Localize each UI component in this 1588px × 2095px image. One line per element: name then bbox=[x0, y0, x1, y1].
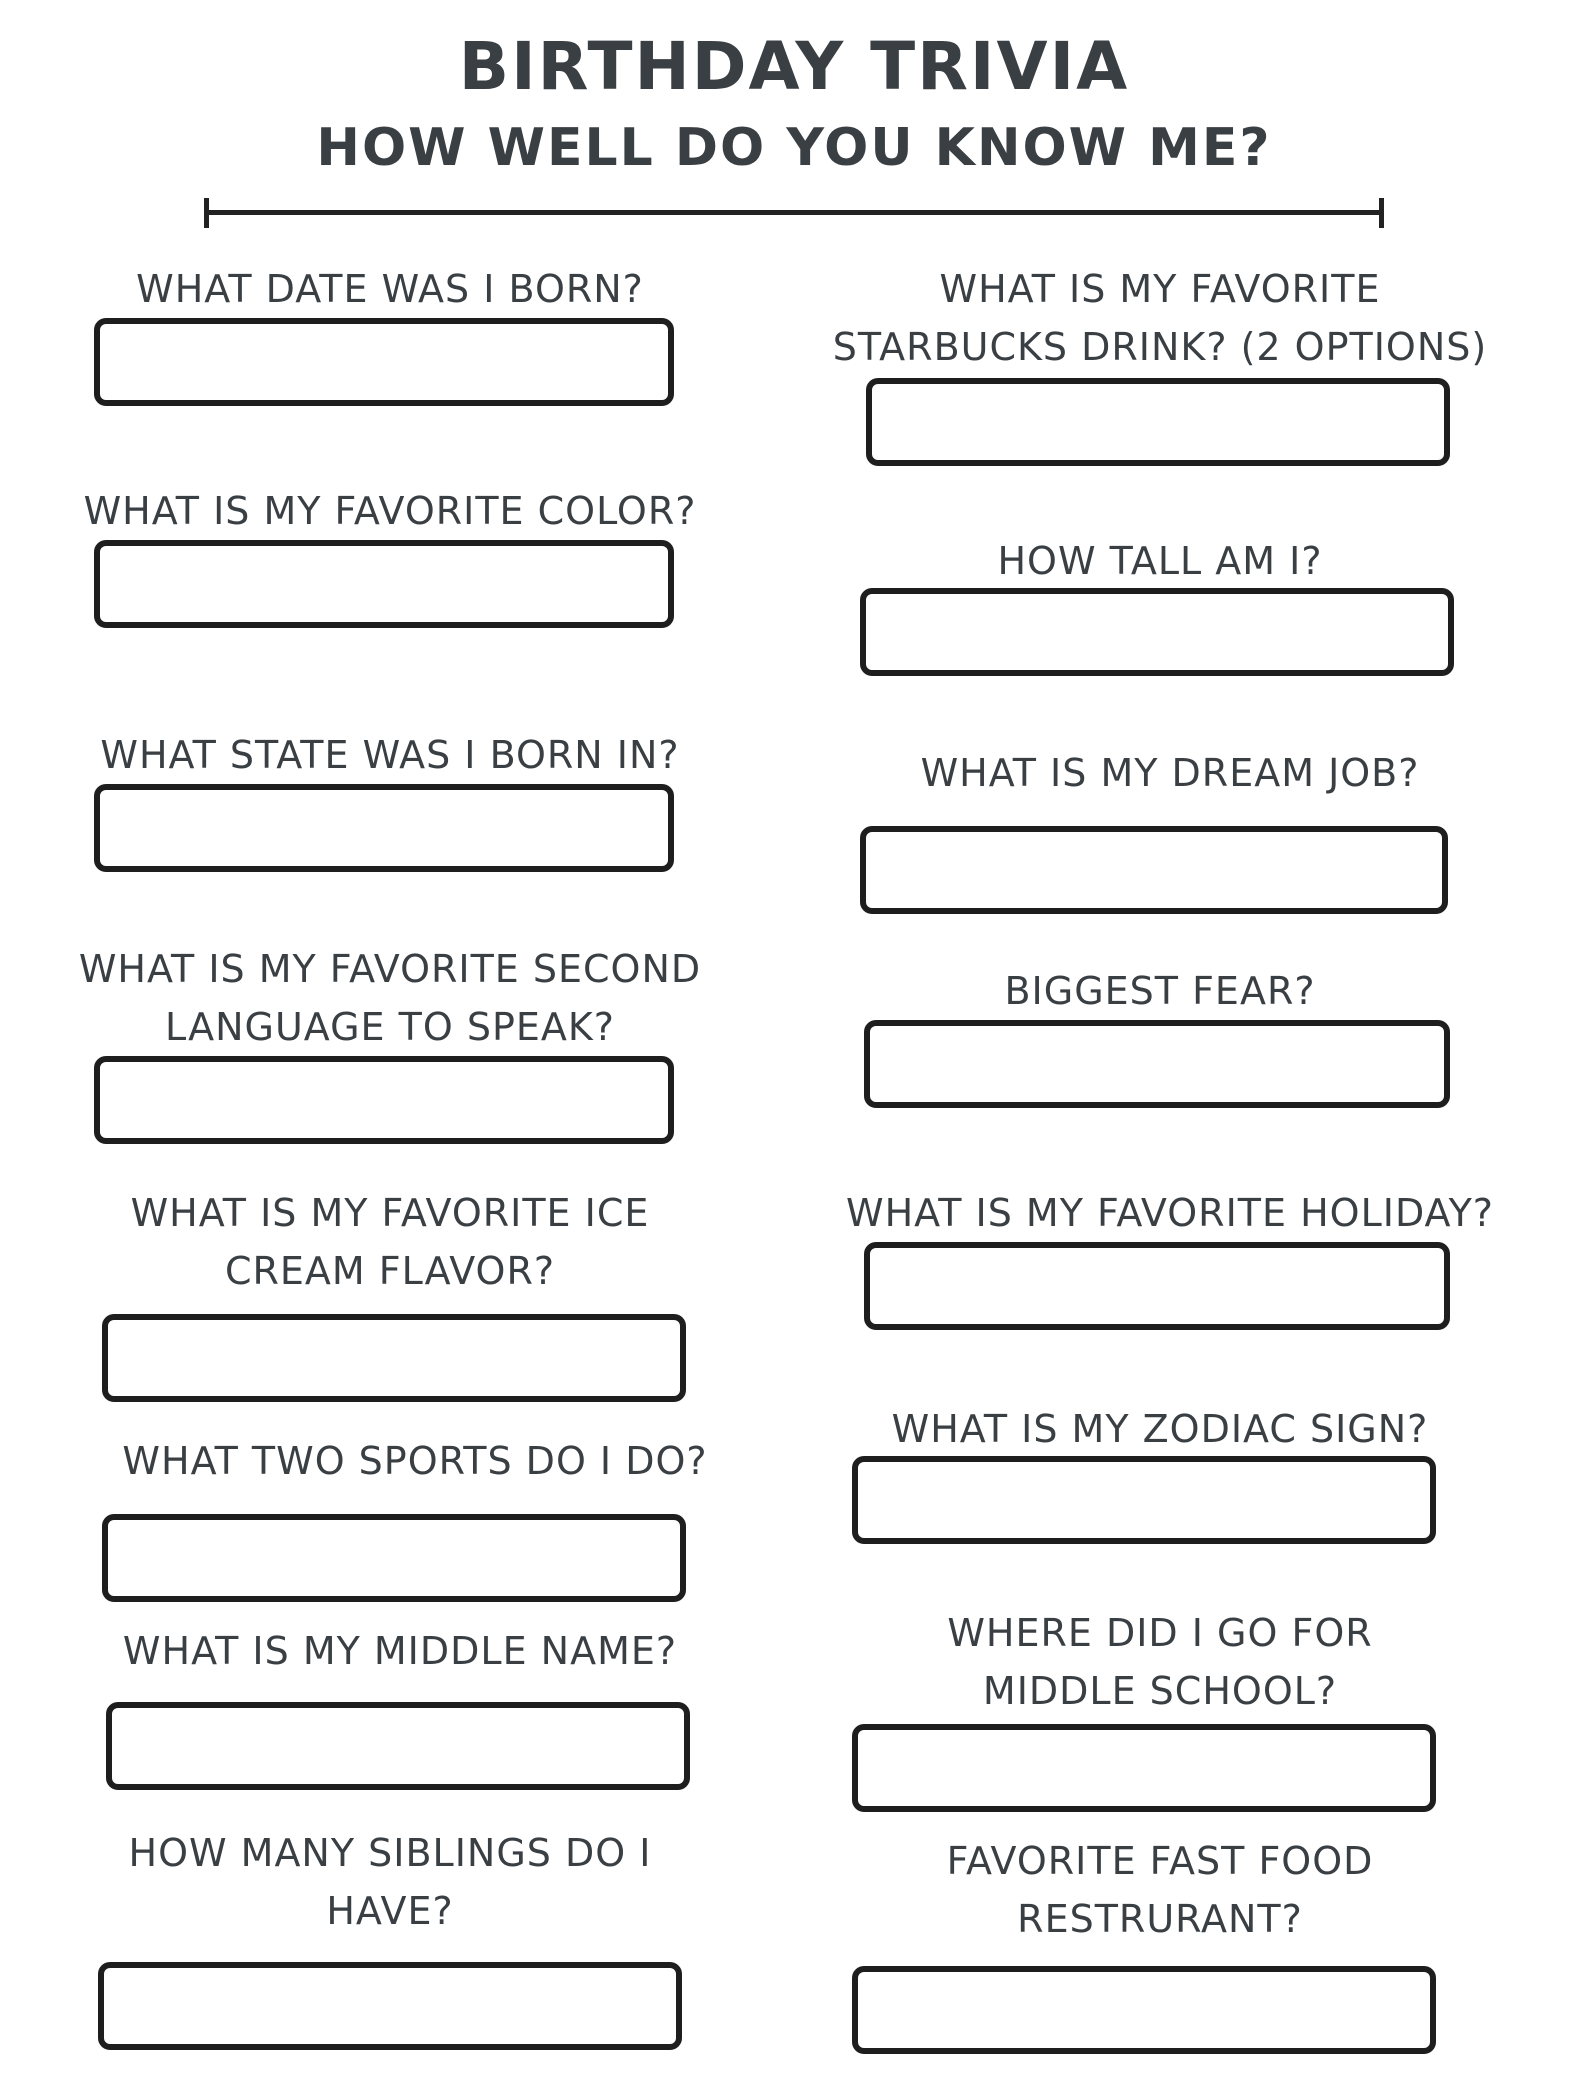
answer-box-middle-school[interactable] bbox=[852, 1724, 1436, 1812]
answer-box-biggest-fear[interactable] bbox=[864, 1020, 1450, 1108]
page-subtitle: HOW WELL DO YOU KNOW ME? bbox=[316, 118, 1272, 178]
question-two-sports: WHAT TWO SPORTS DO I DO? bbox=[122, 1439, 708, 1483]
title-divider bbox=[204, 210, 1384, 215]
question-siblings: HOW MANY SIBLINGS DO I HAVE? bbox=[128, 1831, 652, 1933]
question-favorite-color: WHAT IS MY FAVORITE COLOR? bbox=[83, 489, 697, 533]
question-date-born: WHAT DATE WAS I BORN? bbox=[136, 267, 644, 311]
answer-box-how-tall[interactable] bbox=[860, 588, 1454, 676]
question-fast-food: FAVORITE FAST FOOD RESTRURANT? bbox=[946, 1839, 1374, 1941]
answer-box-favorite-color[interactable] bbox=[94, 540, 674, 628]
answer-box-fast-food[interactable] bbox=[852, 1966, 1436, 2054]
answer-box-middle-name[interactable] bbox=[106, 1702, 690, 1790]
question-dream-job: WHAT IS MY DREAM JOB? bbox=[920, 751, 1420, 795]
answer-box-second-language[interactable] bbox=[94, 1056, 674, 1144]
question-middle-school: WHERE DID I GO FOR MIDDLE SCHOOL? bbox=[947, 1611, 1373, 1713]
page-title: BIRTHDAY TRIVIA bbox=[458, 28, 1130, 105]
question-how-tall: HOW TALL AM I? bbox=[997, 539, 1323, 583]
answer-box-favorite-holiday[interactable] bbox=[864, 1242, 1450, 1330]
answer-box-state-born[interactable] bbox=[94, 784, 674, 872]
question-favorite-holiday: WHAT IS MY FAVORITE HOLIDAY? bbox=[846, 1191, 1494, 1235]
answer-box-starbucks-drink[interactable] bbox=[866, 378, 1450, 466]
question-starbucks-drink: WHAT IS MY FAVORITE STARBUCKS DRINK? (2 OPTIONS) bbox=[832, 267, 1488, 369]
answer-box-zodiac-sign[interactable] bbox=[852, 1456, 1436, 1544]
answer-box-date-born[interactable] bbox=[94, 318, 674, 406]
question-second-language: WHAT IS MY FAVORITE SECOND LANGUAGE TO SPEAK? bbox=[78, 947, 702, 1049]
question-ice-cream-flavor: WHAT IS MY FAVORITE ICE CREAM FLAVOR? bbox=[130, 1191, 650, 1293]
answer-box-two-sports[interactable] bbox=[102, 1514, 686, 1602]
question-middle-name: WHAT IS MY MIDDLE NAME? bbox=[122, 1629, 678, 1673]
question-zodiac-sign: WHAT IS MY ZODIAC SIGN? bbox=[891, 1407, 1429, 1451]
answer-box-ice-cream-flavor[interactable] bbox=[102, 1314, 686, 1402]
answer-box-siblings[interactable] bbox=[98, 1962, 682, 2050]
question-state-born: WHAT STATE WAS I BORN IN? bbox=[100, 733, 680, 777]
answer-box-dream-job[interactable] bbox=[860, 826, 1448, 914]
question-biggest-fear: BIGGEST FEAR? bbox=[1004, 969, 1316, 1013]
